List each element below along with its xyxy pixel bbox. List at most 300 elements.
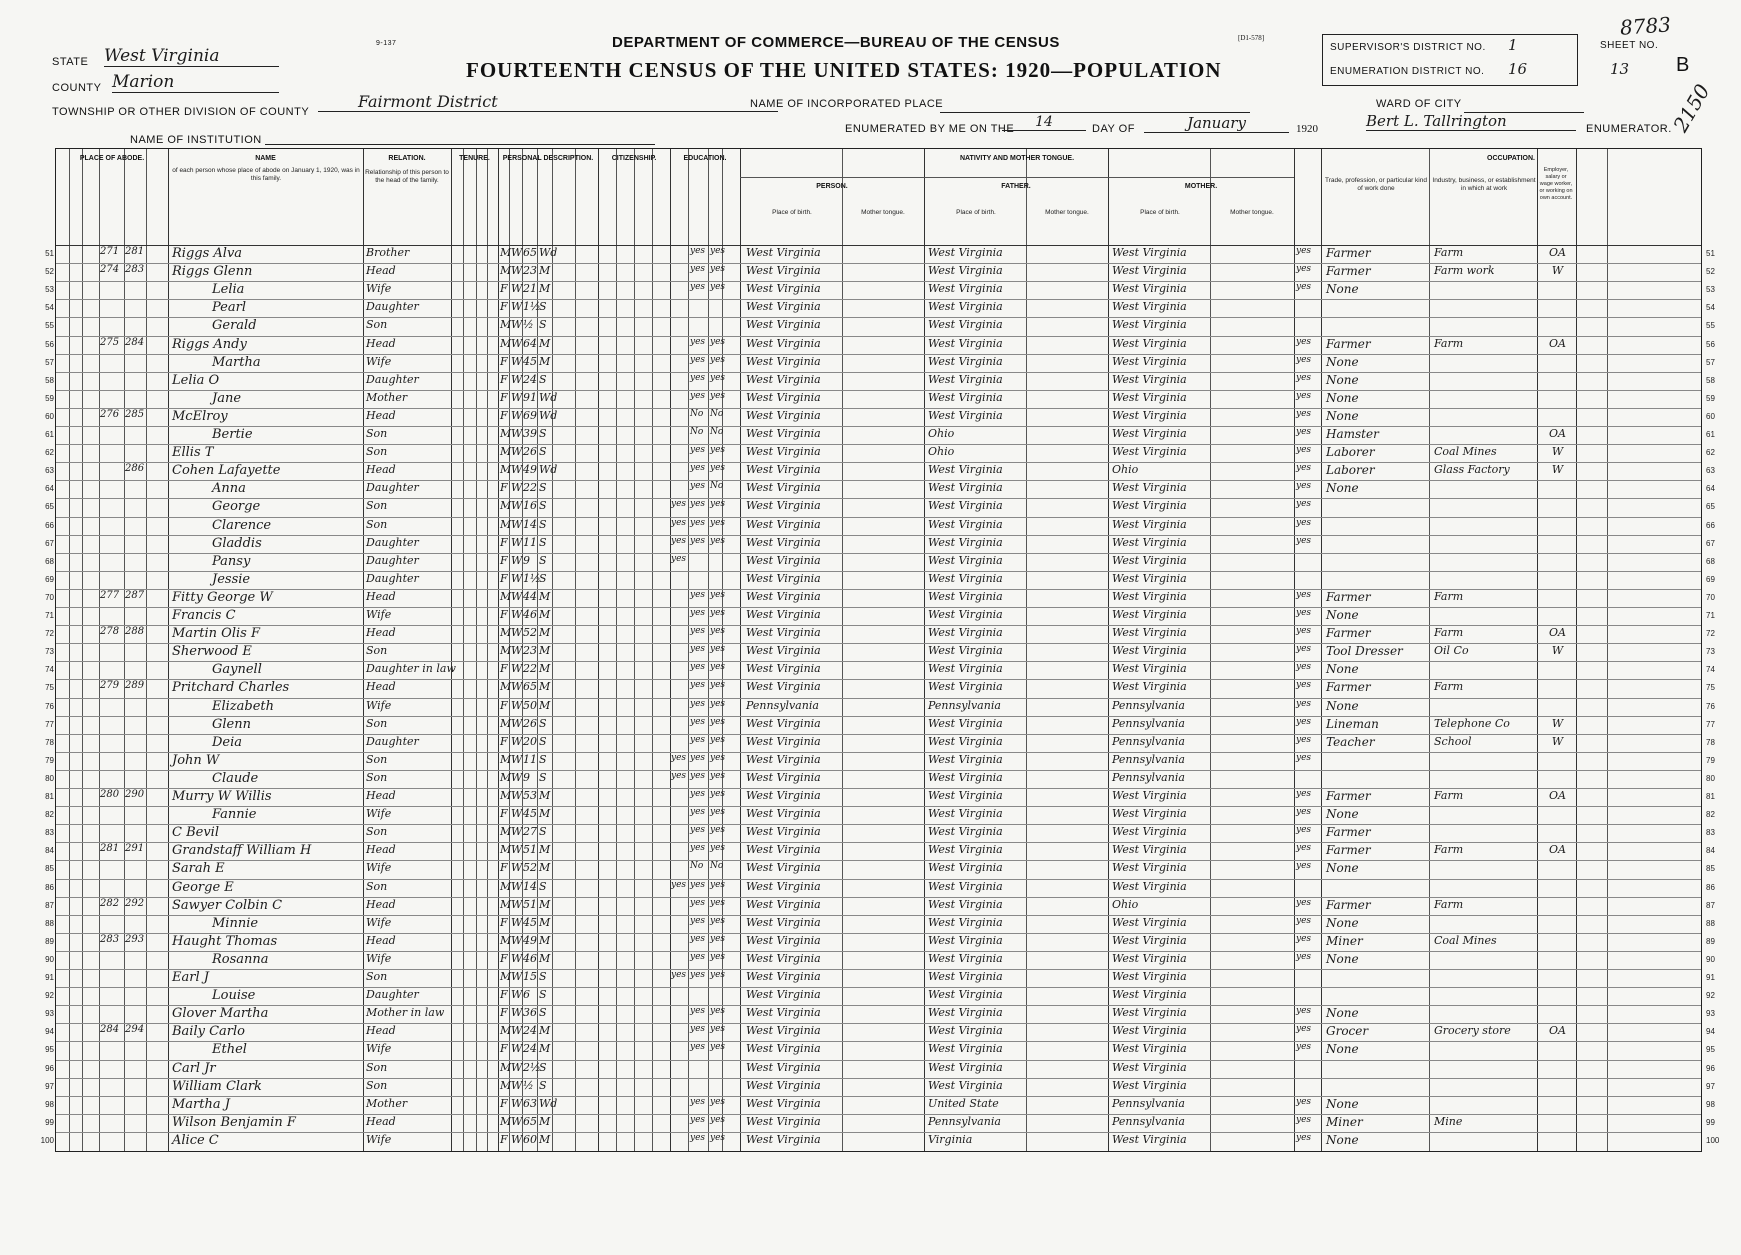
line-number: 79 (45, 755, 54, 765)
line-number: 63 (45, 466, 54, 476)
race-value: W (511, 1114, 523, 1128)
incorporated-label: NAME OF INCORPORATED PLACE (750, 98, 944, 110)
read-value: yes (690, 1114, 706, 1125)
line-number: 72 (45, 629, 54, 639)
line-number: 62 (1706, 448, 1715, 458)
read-value: yes (690, 1006, 706, 1017)
write-value: yes (710, 1096, 726, 1107)
sex-value: M (500, 970, 512, 983)
race-value: W (511, 897, 523, 911)
person-name: Deia (212, 734, 243, 750)
speaks-english: yes (1296, 408, 1312, 419)
nativity-subrule (740, 177, 1294, 178)
marital-value: M (539, 680, 551, 694)
relation-value: Son (366, 752, 388, 766)
relation-value: Wife (366, 1042, 392, 1056)
form-ref: [D1-578] (1238, 34, 1265, 42)
family-number: 290 (125, 789, 145, 800)
mother-birthplace: West Virginia (1112, 789, 1187, 802)
relation-value: Head (366, 680, 396, 694)
person-birthplace: West Virginia (746, 336, 821, 350)
relation-value: Daughter (366, 553, 419, 567)
age-value: 60 (523, 1132, 537, 1146)
family-number: 283 (125, 264, 145, 276)
marital-value: M (539, 1114, 551, 1128)
person-birthplace: West Virginia (746, 770, 821, 784)
trade-value: Farmer (1326, 789, 1371, 803)
industry-value: Mine (1434, 1114, 1463, 1128)
line-number: 53 (45, 285, 54, 295)
write-value: yes (710, 354, 726, 365)
read-value: yes (690, 1132, 706, 1143)
race-value: W (511, 915, 523, 929)
father-birthplace: West Virginia (928, 752, 1003, 766)
father-birthplace: West Virginia (928, 282, 1003, 296)
ward-label: WARD OF CITY (1376, 98, 1462, 110)
age-value: 6 (523, 988, 530, 1002)
relation-value: Son (366, 644, 388, 658)
father-birthplace: West Virginia (928, 571, 1003, 585)
industry-value: Oil Co (1434, 644, 1469, 658)
line-number: 94 (1706, 1027, 1715, 1037)
marital-value: M (539, 644, 551, 658)
school-value: yes (671, 879, 687, 890)
relation-value: Wife (366, 807, 392, 821)
trade-value: Tool Dresser (1326, 644, 1403, 659)
person-birthplace: West Virginia (746, 246, 821, 259)
sex-value: M (500, 1114, 512, 1128)
race-value: W (511, 408, 523, 422)
relation-value: Son (366, 445, 388, 459)
person-name: Martin Olis F (172, 626, 260, 642)
race-value: W (511, 264, 523, 278)
write-value: yes (710, 915, 726, 926)
employer-class: OA (1549, 843, 1566, 857)
group-relation: RELATION. (388, 155, 426, 162)
age-value: 23 (523, 644, 537, 658)
sex-value: M (500, 825, 512, 839)
industry-value: Farm (1434, 589, 1464, 603)
write-value: yes (710, 336, 726, 347)
speaks-english: yes (1296, 499, 1312, 510)
trade-value: None (1326, 354, 1359, 369)
age-value: 65 (523, 246, 537, 259)
write-value: yes (710, 499, 726, 510)
line-number: 58 (1706, 375, 1715, 385)
speaks-english: yes (1296, 626, 1312, 637)
read-value: yes (690, 752, 706, 763)
father-birthplace: West Virginia (928, 789, 1003, 802)
county-value: Marion (112, 72, 279, 93)
father-birthplace: West Virginia (928, 390, 1003, 404)
person-name: Anna (212, 481, 246, 497)
line-number: 82 (1706, 810, 1715, 820)
write-value: yes (710, 535, 726, 546)
line-number: 59 (1706, 393, 1715, 403)
read-value: yes (690, 698, 706, 709)
mother-birthplace: West Virginia (1112, 336, 1187, 350)
age-value: 21 (523, 282, 537, 296)
speaks-english: yes (1296, 1132, 1312, 1143)
read-value: yes (690, 951, 706, 962)
age-value: 44 (523, 589, 537, 603)
age-value: 52 (523, 861, 537, 875)
person-birthplace: Pennsylvania (746, 698, 819, 712)
marital-value: M (539, 264, 551, 278)
line-number: 89 (1706, 936, 1715, 946)
age-value: 22 (523, 481, 537, 495)
person-birthplace: West Virginia (746, 1024, 821, 1038)
school-value: yes (671, 970, 687, 980)
trade-value: Hamster (1326, 427, 1379, 441)
write-value: yes (710, 933, 726, 944)
father-birthplace: West Virginia (928, 1042, 1003, 1056)
father-birthplace: West Virginia (928, 517, 1003, 531)
mother-birthplace: West Virginia (1112, 825, 1187, 839)
person-birthplace: West Virginia (746, 1114, 821, 1128)
race-value: W (511, 716, 523, 730)
sex-value: M (500, 770, 512, 784)
month-value: January (1144, 114, 1289, 133)
mother-birthplace: Pennsylvania (1112, 698, 1185, 712)
mother-birthplace: Ohio (1112, 897, 1139, 911)
race-value: W (511, 246, 523, 259)
read-value: yes (690, 879, 706, 890)
family-number: 284 (125, 336, 145, 348)
person-birthplace: West Virginia (746, 662, 821, 676)
person-birthplace: West Virginia (746, 752, 821, 766)
name-column-desc: of each person whose place of abode on January 1, 1920, was in this family. (172, 167, 360, 182)
person-name: George E (172, 879, 234, 895)
race-value: W (511, 1024, 523, 1038)
age-value: 16 (523, 499, 537, 513)
write-value: yes (710, 752, 726, 763)
line-number: 99 (1706, 1117, 1715, 1127)
industry-value: Telephone Co (1434, 716, 1510, 730)
mother-birthplace-header: Place of birth. (1140, 209, 1180, 216)
race-value: W (511, 1096, 523, 1110)
group-abode: PLACE OF ABODE. (79, 155, 145, 162)
line-number: 91 (45, 973, 54, 982)
person-name: C Bevil (172, 825, 219, 841)
dwelling-number: 278 (100, 626, 120, 638)
father-birthplace: West Virginia (928, 300, 1003, 314)
race-value: W (511, 662, 523, 676)
speaks-english: yes (1296, 535, 1312, 546)
speaks-english: yes (1296, 644, 1312, 655)
write-value: yes (710, 1024, 726, 1035)
race-value: W (511, 680, 523, 694)
line-number: 57 (45, 357, 54, 367)
enumerated-label: ENUMERATED BY ME ON THE (845, 123, 1015, 135)
marital-value: S (539, 427, 547, 440)
father-birthplace: West Virginia (928, 246, 1003, 259)
read-value: yes (690, 933, 706, 944)
father-birthplace: Virginia (928, 1132, 973, 1146)
sex-value: M (500, 680, 512, 694)
mother-birthplace: West Virginia (1112, 408, 1187, 422)
mother-birthplace: West Virginia (1112, 553, 1187, 567)
mother-birthplace: West Virginia (1112, 427, 1187, 440)
industry-value: Farm (1434, 246, 1464, 259)
relation-value: Son (366, 499, 388, 513)
sex-value: M (500, 1024, 512, 1038)
speaks-english: yes (1296, 933, 1312, 944)
write-value: yes (710, 246, 726, 256)
relation-value: Head (366, 789, 396, 802)
write-value: yes (710, 662, 726, 673)
relation-value: Wife (366, 861, 392, 875)
sex-value: F (500, 915, 508, 929)
race-value: W (511, 789, 523, 802)
employer-class: OA (1549, 427, 1566, 440)
father-birthplace: West Virginia (928, 897, 1003, 911)
person-birthplace: West Virginia (746, 481, 821, 495)
relation-value: Son (366, 1060, 388, 1074)
line-number: 55 (45, 321, 54, 331)
marital-value: S (539, 517, 547, 531)
person-birthplace: West Virginia (746, 517, 821, 531)
age-value: 45 (523, 915, 537, 929)
employer-class: W (1551, 463, 1564, 477)
race-value: W (511, 1042, 523, 1056)
group-personal: PERSONAL DESCRIPTION. (502, 155, 594, 162)
marital-value: M (539, 589, 551, 603)
mother-birthplace: Pennsylvania (1112, 1096, 1185, 1110)
read-value: yes (690, 499, 706, 510)
marital-value: S (539, 752, 547, 766)
line-number: 98 (45, 1099, 54, 1109)
sex-value: M (500, 789, 512, 802)
line-number: 80 (45, 773, 54, 783)
person-name: Riggs Glenn (172, 264, 253, 280)
sex-value: M (500, 517, 512, 531)
race-value: W (511, 608, 523, 621)
father-birthplace: West Virginia (928, 463, 1003, 477)
write-value: yes (710, 1006, 726, 1017)
person-name: Fannie (212, 807, 257, 823)
father-birthplace: West Virginia (928, 662, 1003, 676)
person-name: Sarah E (172, 861, 225, 877)
father-birthplace: West Virginia (928, 608, 1003, 621)
speaks-english: yes (1296, 264, 1312, 275)
age-value: 27 (523, 825, 537, 839)
race-value: W (511, 553, 523, 567)
marital-value: S (539, 988, 547, 1002)
race-value: W (511, 951, 523, 965)
group-name: NAME (255, 155, 276, 162)
trade-value: Lineman (1326, 716, 1379, 731)
marital-value: S (539, 318, 547, 332)
age-value: 49 (523, 933, 537, 947)
trade-header: Trade, profession, or particular kind of work done (1324, 177, 1427, 192)
group-mother: MOTHER. (1184, 183, 1218, 190)
family-number: 289 (125, 680, 145, 692)
trade-value: None (1326, 1006, 1359, 1021)
person-name: Minnie (212, 915, 259, 931)
enumerator-label: ENUMERATOR. (1586, 123, 1672, 135)
dwelling-number: 276 (100, 408, 120, 420)
mother-birthplace: Pennsylvania (1112, 734, 1185, 748)
line-number: 61 (45, 430, 54, 439)
marital-value: S (539, 770, 547, 784)
race-value: W (511, 336, 523, 350)
person-birthplace: West Virginia (746, 879, 821, 893)
father-birthplace: West Virginia (928, 1060, 1003, 1074)
trade-value: Miner (1326, 933, 1363, 948)
employer-class: W (1551, 644, 1564, 658)
line-number: 68 (45, 556, 54, 566)
age-value: 52 (523, 626, 537, 640)
sex-value: M (500, 1060, 512, 1074)
write-value: yes (710, 1132, 726, 1143)
age-value: 11 (523, 535, 537, 549)
dwelling-number: 281 (100, 843, 120, 855)
sex-value: F (500, 372, 508, 386)
marital-value: M (539, 354, 551, 368)
person-birthplace: West Virginia (746, 1132, 821, 1146)
form-number: 9-137 (376, 40, 397, 47)
age-value: ½ (523, 1078, 534, 1092)
person-name: Ellis T (172, 445, 214, 461)
marital-value: M (539, 807, 551, 821)
mother-birthplace: Pennsylvania (1112, 752, 1185, 766)
marital-value: S (539, 300, 547, 314)
age-value: 11 (523, 752, 537, 766)
read-value: yes (690, 770, 706, 781)
speaks-english: yes (1296, 354, 1312, 365)
marital-value: S (539, 825, 547, 839)
family-number: 287 (125, 589, 145, 601)
line-number: 61 (1706, 430, 1715, 439)
age-value: 36 (523, 1006, 537, 1020)
trade-value: Laborer (1326, 463, 1375, 478)
race-value: W (511, 626, 523, 640)
mother-birthplace: West Virginia (1112, 1060, 1187, 1074)
relation-value: Head (366, 463, 396, 477)
line-number: 54 (45, 303, 54, 313)
incorporated-blank (940, 98, 1250, 113)
line-number: 81 (1706, 792, 1715, 801)
line-number: 75 (1706, 683, 1715, 693)
group-citizenship: CITIZENSHIP. (611, 155, 657, 162)
race-value: W (511, 390, 523, 404)
mother-birthplace: West Virginia (1112, 589, 1187, 603)
sex-value: M (500, 933, 512, 947)
industry-value: Farm (1434, 336, 1464, 350)
page-title: FOURTEENTH CENSUS OF THE UNITED STATES: 1920—POPULATION (466, 58, 1222, 82)
write-value: yes (710, 951, 726, 962)
read-value: yes (690, 734, 706, 745)
line-number: 66 (45, 520, 54, 530)
person-name: Riggs Alva (172, 246, 243, 261)
father-birthplace: Pennsylvania (928, 1114, 1001, 1128)
dwelling-number: 280 (100, 789, 120, 800)
race-value: W (511, 282, 523, 296)
person-birthplace: West Virginia (746, 988, 821, 1002)
person-birthplace-header: Place of birth. (772, 209, 812, 216)
dwelling-number: 271 (100, 246, 120, 257)
sex-value: M (500, 264, 512, 278)
father-birthplace: West Virginia (928, 1078, 1003, 1092)
trade-value: None (1326, 481, 1359, 496)
age-value: 49 (523, 463, 537, 477)
trade-value: Farmer (1326, 626, 1371, 641)
sex-value: F (500, 1006, 508, 1020)
mother-birthplace: West Virginia (1112, 1132, 1187, 1146)
relation-value: Head (366, 897, 396, 911)
person-name: Gerald (212, 318, 257, 334)
father-birthplace: West Virginia (928, 879, 1003, 893)
line-number: 100 (1706, 1135, 1720, 1145)
person-name: Pritchard Charles (172, 680, 290, 696)
line-number: 57 (1706, 357, 1715, 367)
speaks-english: yes (1296, 336, 1312, 347)
write-value: yes (710, 390, 726, 401)
write-value: yes (710, 970, 726, 980)
mother-birthplace: West Virginia (1112, 1042, 1187, 1056)
stamp-number: 8783 (1619, 12, 1672, 40)
race-value: W (511, 535, 523, 549)
race-value: W (511, 589, 523, 603)
employer-class: OA (1549, 246, 1566, 259)
line-number: 73 (1706, 647, 1715, 657)
marital-value: M (539, 336, 551, 350)
read-value: yes (690, 282, 706, 293)
person-name: Jessie (212, 571, 251, 587)
sex-value: F (500, 390, 508, 404)
family-number: 281 (125, 246, 145, 257)
trade-value: None (1326, 662, 1359, 677)
line-number: 76 (45, 701, 54, 711)
family-number: 292 (125, 897, 145, 909)
employer-class: W (1551, 734, 1564, 748)
write-value: yes (710, 1114, 726, 1125)
mother-birthplace: West Virginia (1112, 843, 1187, 857)
race-value: W (511, 770, 523, 784)
read-value: yes (690, 807, 706, 818)
dwelling-number: 274 (100, 264, 120, 276)
trade-value: None (1326, 1042, 1359, 1057)
marital-value: S (539, 535, 547, 549)
enumeration-value: 16 (1508, 60, 1528, 78)
line-number: 52 (45, 267, 54, 277)
family-number: 285 (125, 408, 145, 420)
line-number: 84 (1706, 846, 1715, 856)
person-birthplace: West Virginia (746, 463, 821, 477)
sex-value: F (500, 951, 508, 965)
speaks-english: yes (1296, 1042, 1312, 1053)
person-birthplace: West Virginia (746, 1042, 821, 1056)
person-birthplace: West Virginia (746, 571, 821, 585)
trade-value: Miner (1326, 1114, 1363, 1129)
relation-value: Daughter (366, 372, 419, 386)
speaks-english: yes (1296, 1096, 1312, 1107)
age-value: 50 (523, 698, 537, 712)
sex-value: F (500, 662, 508, 676)
age-value: 46 (523, 951, 537, 965)
marital-value: M (539, 915, 551, 929)
father-birthplace: West Virginia (928, 354, 1003, 368)
write-value: yes (710, 897, 726, 908)
person-name: Earl J (172, 970, 209, 985)
sex-value: M (500, 843, 512, 857)
trade-value: None (1326, 282, 1359, 297)
read-value: yes (690, 589, 706, 600)
person-name: Glover Martha (172, 1006, 269, 1022)
line-number: 95 (1706, 1045, 1715, 1055)
write-value: yes (710, 716, 726, 727)
